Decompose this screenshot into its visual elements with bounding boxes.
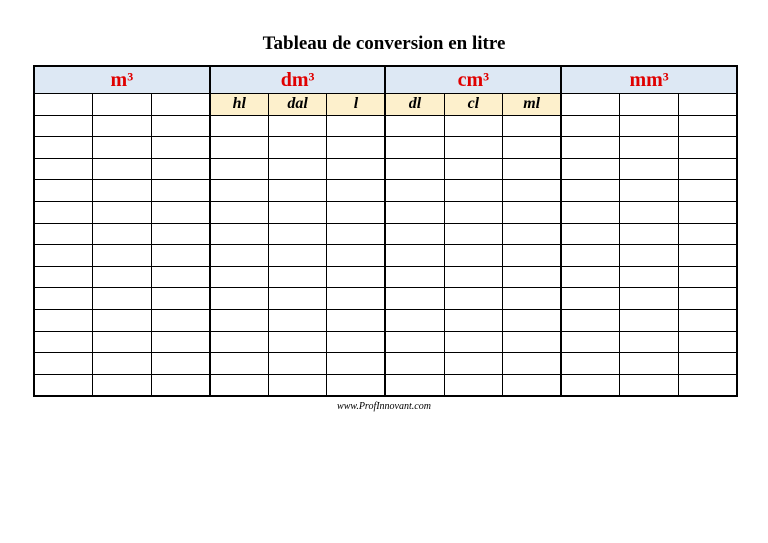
table-cell (34, 115, 93, 137)
table-cell (268, 158, 327, 180)
table-cell (385, 309, 444, 331)
table-row (34, 180, 737, 202)
table-cell (678, 158, 737, 180)
table-cell (620, 331, 679, 353)
table-cell (210, 223, 269, 245)
table-cell (385, 245, 444, 267)
table-cell (678, 288, 737, 310)
table-cell (210, 245, 269, 267)
table-cell (268, 288, 327, 310)
table-cell (151, 94, 210, 116)
table-cell (151, 266, 210, 288)
conversion-table (33, 65, 738, 397)
footer-url: www.ProfInnovant.com (337, 401, 431, 412)
table-cell (678, 201, 737, 223)
table-cell (561, 374, 620, 396)
table-cell (561, 353, 620, 375)
table-cell (620, 223, 679, 245)
table-cell (151, 158, 210, 180)
table-cell (268, 223, 327, 245)
table-cell (444, 158, 503, 180)
table-cell (151, 115, 210, 137)
table-cell (93, 374, 152, 396)
table-cell (210, 309, 269, 331)
unit-header-m3: m³ (34, 66, 210, 94)
table-cell (93, 180, 152, 202)
table-cell (93, 94, 152, 116)
table-cell (210, 180, 269, 202)
table-row (34, 201, 737, 223)
table-cell (620, 309, 679, 331)
table-cell (151, 309, 210, 331)
table-cell (34, 180, 93, 202)
table-row (34, 137, 737, 159)
table-cell (93, 353, 152, 375)
table-cell (34, 353, 93, 375)
table-cell (444, 374, 503, 396)
table-cell (34, 245, 93, 267)
table-cell (327, 201, 386, 223)
table-cell (93, 309, 152, 331)
table-cell (34, 309, 93, 331)
table-cell (503, 309, 562, 331)
table-cell (503, 158, 562, 180)
table-cell (93, 137, 152, 159)
table-cell (34, 374, 93, 396)
unit-header-dm3: dm³ (210, 66, 386, 94)
table-cell (34, 158, 93, 180)
table-cell (93, 115, 152, 137)
table-cell (444, 245, 503, 267)
table-cell (620, 266, 679, 288)
table-cell (385, 137, 444, 159)
table-cell (268, 309, 327, 331)
table-cell (327, 374, 386, 396)
table-cell (503, 288, 562, 310)
table-cell (385, 180, 444, 202)
table-cell (151, 180, 210, 202)
table-cell (385, 158, 444, 180)
table-cell (620, 137, 679, 159)
table-cell (561, 266, 620, 288)
table-cell (385, 201, 444, 223)
table-cell (268, 331, 327, 353)
table-cell (561, 158, 620, 180)
table-cell (678, 245, 737, 267)
table-cell (385, 353, 444, 375)
table-cell (268, 245, 327, 267)
table-cell (503, 245, 562, 267)
table-cell (385, 115, 444, 137)
table-cell (561, 137, 620, 159)
table-cell (34, 266, 93, 288)
table-cell (620, 94, 679, 116)
table-cell (327, 223, 386, 245)
unit-header-cm3: cm³ (385, 66, 561, 94)
table-row (34, 245, 737, 267)
table-cell (327, 158, 386, 180)
table-cell (327, 180, 386, 202)
table-row (34, 158, 737, 180)
table-cell (34, 223, 93, 245)
table-cell (503, 201, 562, 223)
table-cell (34, 201, 93, 223)
table-cell (210, 331, 269, 353)
table-cell (503, 266, 562, 288)
table-cell (444, 288, 503, 310)
table-cell (678, 309, 737, 331)
table-cell (620, 180, 679, 202)
subunit-dal: dal (268, 94, 327, 116)
table-cell (444, 266, 503, 288)
table-cell (151, 331, 210, 353)
table-cell (210, 288, 269, 310)
table-cell (327, 245, 386, 267)
unit-header-mm3: mm³ (561, 66, 737, 94)
table-cell (93, 223, 152, 245)
table-cell (444, 115, 503, 137)
table-cell (385, 331, 444, 353)
table-row (34, 115, 737, 137)
table-cell (503, 115, 562, 137)
table-cell (385, 374, 444, 396)
table-cell (34, 137, 93, 159)
table-cell (561, 288, 620, 310)
table-cell (385, 266, 444, 288)
table-cell (503, 353, 562, 375)
table-row (34, 309, 737, 331)
table-row (34, 223, 737, 245)
table-cell (34, 288, 93, 310)
table-cell (678, 266, 737, 288)
table-cell (210, 158, 269, 180)
table-cell (210, 201, 269, 223)
table-cell (561, 94, 620, 116)
table-cell (503, 331, 562, 353)
table-cell (93, 288, 152, 310)
table-cell (503, 180, 562, 202)
table-cell (151, 201, 210, 223)
table-cell (620, 201, 679, 223)
table-cell (210, 353, 269, 375)
table-cell (444, 223, 503, 245)
table-cell (327, 353, 386, 375)
table-cell (444, 137, 503, 159)
table-cell (210, 374, 269, 396)
page-title: Tableau de conversion en litre (262, 33, 506, 54)
table-cell (503, 137, 562, 159)
table-cell (327, 137, 386, 159)
table-cell (503, 374, 562, 396)
table-cell (93, 201, 152, 223)
table-cell (327, 309, 386, 331)
table-cell (678, 180, 737, 202)
table-cell (620, 353, 679, 375)
table-cell (268, 137, 327, 159)
table-cell (561, 180, 620, 202)
table-cell (210, 137, 269, 159)
subunit-l: l (327, 94, 386, 116)
table-cell (93, 245, 152, 267)
table-cell (34, 94, 93, 116)
table-cell (151, 137, 210, 159)
table-cell (327, 288, 386, 310)
table-cell (444, 180, 503, 202)
table-cell (444, 353, 503, 375)
table-cell (327, 331, 386, 353)
table-cell (561, 245, 620, 267)
table-cell (151, 245, 210, 267)
table-cell (561, 331, 620, 353)
table-cell (327, 266, 386, 288)
table-row (34, 374, 737, 396)
table-cell (620, 245, 679, 267)
table-cell (620, 374, 679, 396)
table-cell (678, 331, 737, 353)
table-cell (444, 309, 503, 331)
table-cell (561, 115, 620, 137)
subunit-dl: dl (385, 94, 444, 116)
table-cell (678, 115, 737, 137)
table-cell (210, 115, 269, 137)
table-cell (34, 331, 93, 353)
table-cell (678, 137, 737, 159)
table-cell (93, 158, 152, 180)
table-row (34, 353, 737, 375)
table-cell (678, 94, 737, 116)
table-cell (444, 201, 503, 223)
table-cell (561, 201, 620, 223)
table-cell (620, 288, 679, 310)
table-cell (268, 374, 327, 396)
table-cell (268, 115, 327, 137)
table-cell (678, 353, 737, 375)
table-row (34, 288, 737, 310)
table-cell (268, 353, 327, 375)
subunit-cl: cl (444, 94, 503, 116)
table-cell (268, 201, 327, 223)
table-cell (151, 288, 210, 310)
table-row (34, 331, 737, 353)
table-cell (151, 374, 210, 396)
table-cell (503, 223, 562, 245)
table-cell (268, 266, 327, 288)
table-cell (268, 180, 327, 202)
subunit-row (34, 94, 737, 116)
table-cell (385, 223, 444, 245)
unit-header-row (34, 66, 737, 94)
table-cell (561, 223, 620, 245)
table-cell (620, 115, 679, 137)
table-cell (561, 309, 620, 331)
table-row (34, 266, 737, 288)
table-cell (151, 223, 210, 245)
table-cell (93, 266, 152, 288)
table-cell (444, 331, 503, 353)
table-cell (327, 115, 386, 137)
table-cell (210, 266, 269, 288)
table-cell (620, 158, 679, 180)
table-cell (678, 374, 737, 396)
subunit-hl: hl (210, 94, 269, 116)
table-cell (385, 288, 444, 310)
table-cell (93, 331, 152, 353)
table-cell (678, 223, 737, 245)
subunit-ml: ml (503, 94, 562, 116)
table-cell (151, 353, 210, 375)
